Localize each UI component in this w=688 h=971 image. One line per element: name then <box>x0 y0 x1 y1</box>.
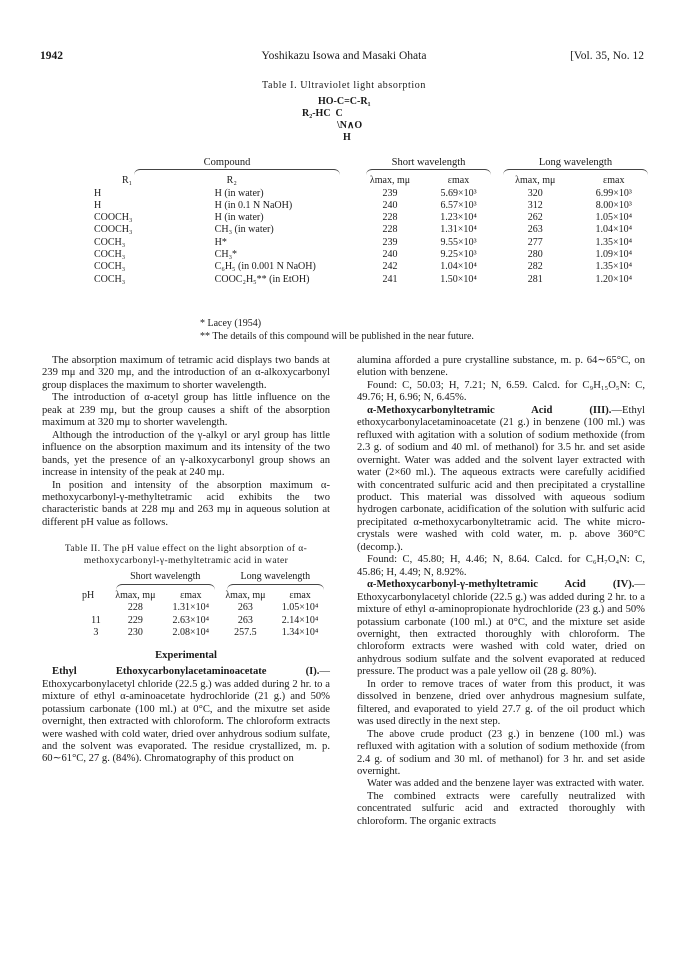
compound-title: α-Methoxycarbonyltetramic Acid (III). <box>367 404 612 416</box>
paragraph: The above crude product (23 g.) in benzene (100 ml.) was refluxed with agitation with a solution of sodium methoxide (from 2.4 g. of sodium and 30 ml. of methanol) for 3 hr. and set aside overnight. <box>357 728 645 777</box>
paragraph: Ethyl Ethoxycarbonylacetaminoacetate (I).—Ethoxycarbonylacetyl chloride (22.5 g.) was added during 2 hr. to a mixture of ethyl α-aminoacetate hydrochloride (21 g.) and 50% potassium carbonate (100 ml.) at 0°C, and the mixutre set aside overnight, then extracted with chloroform. The chloroform extracts were washed with cold water, dried over anhydrous sodium sulfate, and the solvent was evaporated. The residue crystallized, m. p. 60∼61°C, 27 g. (84%). Chromatography of this product on <box>42 666 330 765</box>
paragraph: The absorption maximum of tetramic acid displays two bands at 239 mμ and 320 mμ, and the introduction of an α-alkoxycarbonyl group displaces the maximum to shorter wavelength. <box>42 355 330 391</box>
table-row: COCH₃ COOC₂H₅** (in EtOH) 241 1.50×10⁴ 281 1.20×10⁴ <box>94 273 633 285</box>
compound-title: Ethyl Ethoxycarbonylacetaminoacetate (I). <box>52 666 320 678</box>
paragraph: The introduction of α-acetyl group has little influence on the peak at 239 mμ, but the group causes a shift of the absorption maximum at 320 mμ to shorter wavelength. <box>42 392 330 429</box>
paragraph: Although the introduction of the γ-alkyl or aryl group has little influence on the absorption maximum and its intensity of the two bands, yet the presence of an γ-alkoxycarbonyl group shows an increase in intensity of the peak at 240 mμ. <box>42 429 330 479</box>
experimental-heading: Experimental <box>155 649 217 661</box>
table1-column-headers: R₁ R₂ λmax, mμ εmax λmax, mμ εmax <box>122 175 625 187</box>
structure-line-1: HO-C=C-R₁ <box>318 96 371 107</box>
table-row: H H (in water) 239 5.69×10³ 320 6.99×10³ <box>94 187 632 199</box>
table-row: COCH₃ H* 239 9.55×10³ 277 1.35×10⁴ <box>94 236 633 248</box>
table-row: COCH₃ CH₃* 240 9.25×10³ 280 1.09×10⁴ <box>94 249 633 261</box>
structure-line-2: R₂-HC C <box>302 108 343 119</box>
paragraph: Found: C, 50.03; H, 7.21; N, 6.59. Calcd. for C₉H₁₅O₅N: C, 49.76; H, 6.96; N, 6.45%. <box>357 379 645 404</box>
short-wavelength-header: Short wavelength <box>360 157 497 175</box>
compound-group-header: Compound <box>94 157 360 175</box>
structure-line-3: \N∧O <box>337 120 363 131</box>
table-row: COOCH₃ CH₃ (in water) 228 1.31×10⁴ 263 1.04×10⁴ <box>94 224 633 236</box>
table-row: COOCH₃ H (in water) 228 1.23×10⁴ 262 1.05×10⁴ <box>94 212 633 224</box>
table-row: H H (in 0.1 N NaOH) 240 6.57×10³ 312 8.00×10³ <box>94 199 632 211</box>
page-number: 1942 <box>40 50 63 62</box>
table-row: 228 1.31×10⁴ 263 1.05×10⁴ <box>127 602 319 614</box>
table1-footnote-2: ** The details of this compound will be published in the near future. <box>200 331 474 342</box>
short-wavelength-header: Short wavelength <box>110 571 221 590</box>
left-column <box>42 355 330 766</box>
table-row: COCH₃ C₆H₅ (in 0.001 N NaOH) 242 1.04×10⁴ 282 1.35×10⁴ <box>94 261 633 273</box>
table2-column-headers: pH λmax, mμ εmax λmax, mμ εmax <box>82 589 311 601</box>
paragraph: Found: C, 45.80; H, 4.46; N, 8.64. Calcd. for C₆H₇O₄N: C, 45.86; H, 4.49; N, 8.92%. <box>357 554 645 578</box>
volume-info: [Vol. 35, No. 12 <box>570 50 644 62</box>
compound-title: α-Methoxycarbonyl-γ-methyltetramic Acid (IV). <box>367 579 635 591</box>
paragraph: α-Methoxycarbonyl-γ-methyltetramic Acid (IV).—Ethoxycarbonylacetyl chloride (22.5 g.) was added during 2 hr. to a mixture of ethyl α-aminopropionate hydrochloride (23 g.) and 50% potassium carbonate (100 ml.) at 0°C, and the mixture set aside overnight, then extracted thoroughly with chloroform. The chloroform extracts were washed with cold water, dried on anhydrous sodium sulfate and the solvent evaporated at reduced pressure. The product was a pale yellow oil (28 g. 80%). <box>357 579 645 678</box>
long-wavelength-header: Long wavelength <box>221 571 330 590</box>
table1-footnote-1: * Lacey (1954) <box>200 318 262 329</box>
long-wavelength-header: Long wavelength <box>497 157 654 175</box>
table1-title: Table I. Ultraviolet light absorption <box>262 80 426 91</box>
table-row: 3 230 2.08×10⁴ 257.5 1.34×10⁴ <box>93 627 319 639</box>
running-head-authors: Yoshikazu Isowa and Masaki Ohata <box>261 50 427 62</box>
ph-label: pH <box>82 589 95 601</box>
table2-title: Table II. The pH value effect on the light absorption of α-methoxycarbonyl-γ-methyltetramic acid in water <box>64 544 308 567</box>
table-row: 11 229 2.63×10⁴ 263 2.14×10⁴ <box>91 614 319 626</box>
paragraph: α-Methoxycarbonyltetramic Acid (III).—Ethyl ethoxycarbonylacetaminoacetate (21 g.) in benzene (100 ml.) was refluxed with agitation with a solution of sodium methoxide (from 2.3 g. of sodium and 40 ml. of methanol) for 3.5 hr. and set aside overnight. Water was added and the solvent layer extracted with water (2×60 ml.). The aqueous extracts were carefully acidified with concentrated sulfuric acid and then precipitated a crystalline product. This material was dissolved with aqueous sodium hydrogen carbonate, acidification of the solution with sulfuric acid precipitated α-methoxycarbonyltetramic acid. The white micro-crystals were washed with cold water, m. p. above 360°C (decomp.). <box>357 404 645 553</box>
structure-line-4: H <box>343 132 351 143</box>
table2-block <box>42 543 330 640</box>
paragraph: In order to remove traces of water from this product, it was dissolved in benzene, dried over anhydrous magnesium sulfate, filtered, and evaporated to yield 27.7 g. of the oil product which was used directly in the next step. <box>357 678 645 728</box>
table1 <box>94 157 654 286</box>
right-column <box>357 355 645 828</box>
table2 <box>82 571 330 640</box>
paragraph: Water was added and the benzene layer was extracted with water. <box>367 778 645 790</box>
paragraph: The combined extracts were carefully neutralized with concentrated sulfuric acid and extracted thoroughly with chloroform. The organic extracts <box>357 790 645 827</box>
table2-group-header <box>82 571 330 590</box>
paragraph: In position and intensity of the absorption maximum α-methoxycarbonyl-γ-methyltetramic acid exhibits the two characteristic bands at 228 mμ and 263 mμ in aqueous solution at different pH value as follows. <box>42 479 330 528</box>
paragraph: alumina afforded a pure crystalline substance, m. p. 64∼65°C, on elution with benzene. <box>357 355 645 379</box>
